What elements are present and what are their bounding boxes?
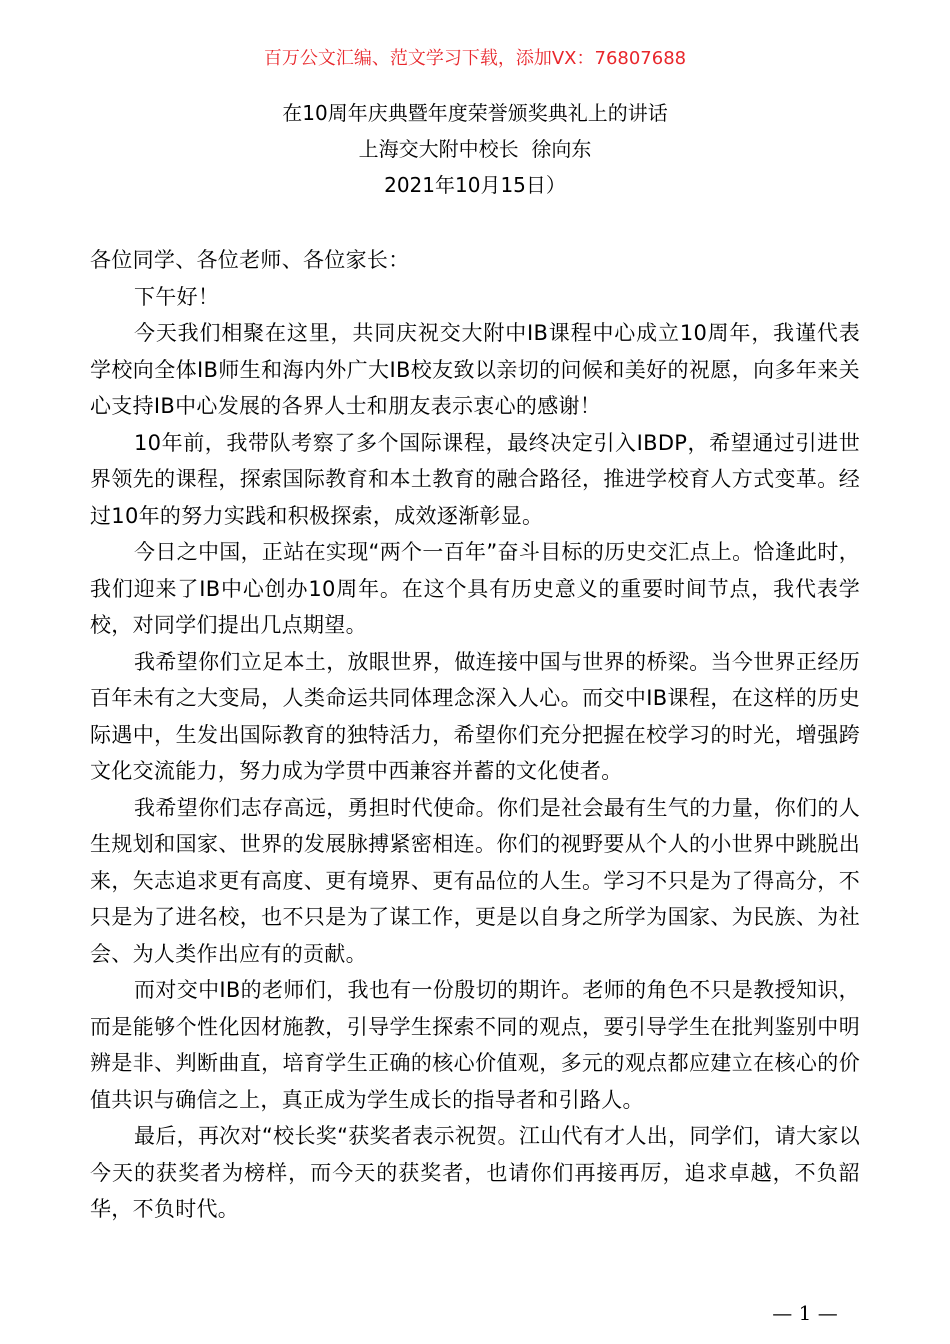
speech-body	[90, 242, 860, 1228]
paragraph-greeting: 下午好！	[134, 284, 220, 309]
paragraph-hope-global: 我希望你们立足本土，放眼世界，做连接中国与世界的桥梁。当今世界正经历百年未有之大变局，人类命运共同体理念深入人心。而交中IB课程，在这样的历史际遇中，生发出国际教育的独特活力，希望你们充分把握在校学习的时光，增强跨文化交流能力，努力成为学贯中西兼容并蓄的文化使者。	[90, 649, 860, 783]
paragraph-celebration: 今天我们相聚在这里，共同庆祝交大附中IB课程中心成立10周年，我谨代表学校向全体IB师生和海内外广大IB校友致以亲切的问候和美好的祝愿，向多年来关心支持IB中心发展的各界人士和朋友表示衷心的感谢！	[90, 321, 860, 418]
paragraph-closing: 最后，再次对“校长奖“获奖者表示祝贺。江山代有才人出，同学们，请大家以今天的获奖者为榜样，而今天的获奖者，也请你们再接再厉，追求卓越，不负韶华，不负时代。	[90, 1124, 860, 1221]
paragraph-hope-mission: 我希望你们志存高远，勇担时代使命。你们是社会最有生气的力量，你们的人生规划和国家、世界的发展脉搏紧密相连。你们的视野要从个人的小世界中跳脱出来，矢志追求更有高度、更有境界、更有品位的人生。学习不只是为了得高分，不只是为了进名校，也不只是为了谋工作，更是以自身之所学为国家、为民族、为社会、为人类作出应有的贡献。	[90, 795, 860, 966]
paragraph-history: 10年前，我带队考察了多个国际课程，最终决定引入IBDP，希望通过引进世界领先的课程，探索国际教育和本土教育的融合路径，推进学校育人方式变革。经过10年的努力实践和积极探索，成效逐渐彰显。	[90, 430, 860, 528]
paragraph-teachers: 而对交中IB的老师们，我也有一份殷切的期许。老师的角色不只是教授知识，而是能够个性化因材施教，引导学生探索不同的观点，要引导学生在批判鉴别中明辨是非、判断曲直，培育学生正确的核心价值观，多元的观点都应建立在核心的价值共识与确信之上，真正成为学生成长的指导者和引路人。	[90, 978, 860, 1112]
speech-title: 在10周年庆典暨年度荣誉颁奖典礼上的讲话	[282, 101, 668, 125]
paragraph-context: 今日之中国，正站在实现“两个一百年”奋斗目标的历史交汇点上。恰逢此时，我们迎来了IB中心创办10周年。在这个具有历史意义的重要时间节点，我代表学校，对同学们提出几点期望。	[90, 540, 860, 637]
page-number: — 1 —	[772, 1301, 838, 1325]
salutation: 各位同学、各位老师、各位家长：	[90, 248, 410, 272]
watermark-banner: 百万公文汇编、范文学习下载，添加VX：76807688	[263, 48, 687, 69]
speech-date: 2021年10月15日）	[384, 173, 566, 197]
speech-author: 上海交大附中校长 徐向东	[358, 137, 592, 161]
